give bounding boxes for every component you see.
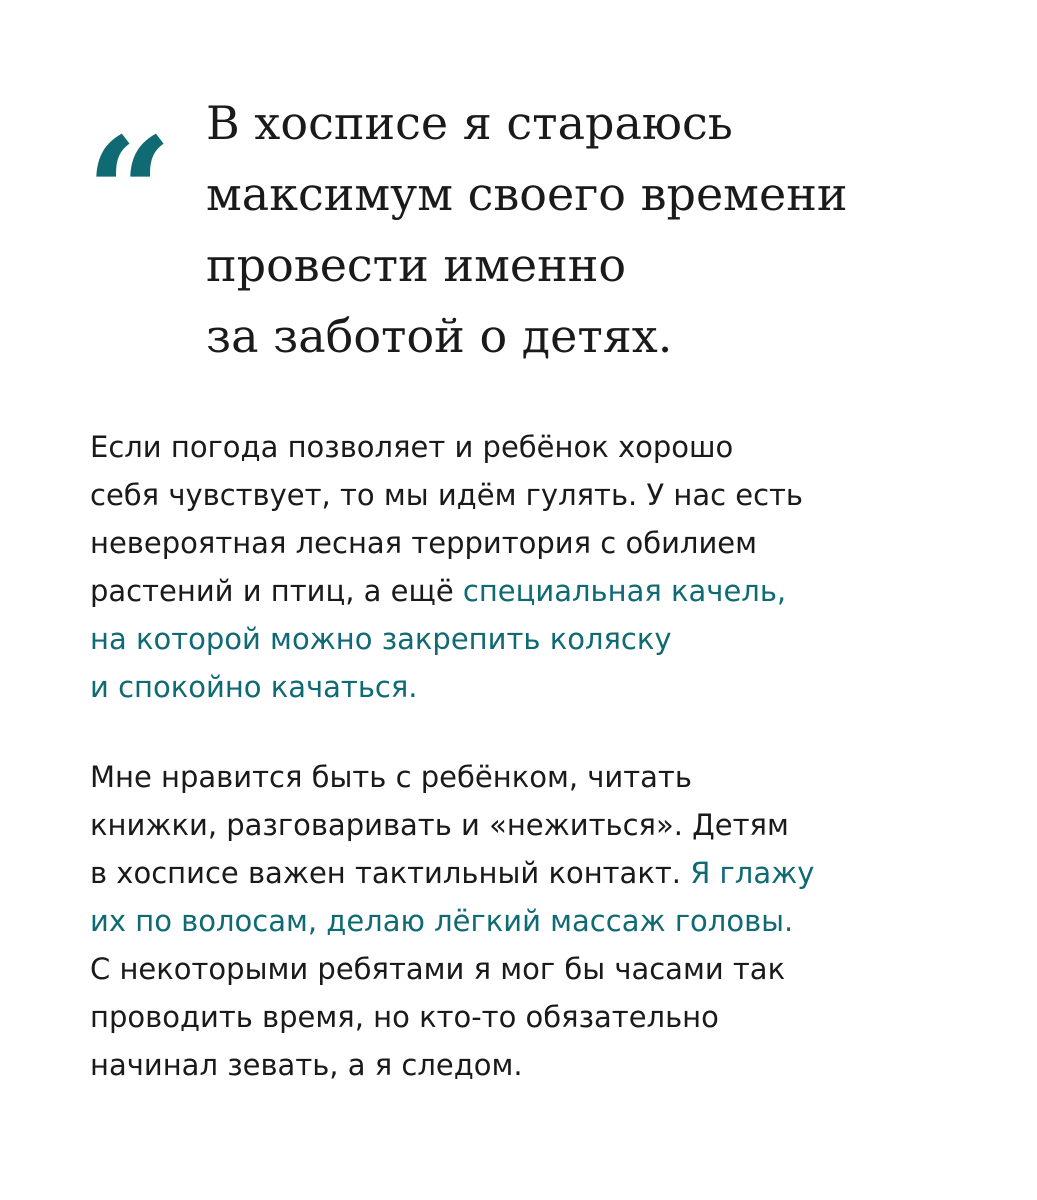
highlighted-text: Я глажу	[690, 856, 815, 890]
text-line	[90, 471, 990, 519]
text-line	[90, 849, 990, 897]
text-fragment: в хосписе важен тактильный контакт.	[90, 856, 691, 890]
quote-line: провести именно	[206, 238, 627, 292]
text-line	[90, 663, 990, 711]
text-line	[90, 753, 990, 801]
highlighted-text: на которой можно закрепить коляску	[90, 622, 672, 656]
quote-line: В хосписе я стараюсь	[206, 96, 733, 150]
text-fragment: невероятная лесная территория с обилием	[90, 526, 758, 560]
text-fragment: проводить время, но кто-то обязательно	[90, 1000, 719, 1034]
text-line	[90, 615, 990, 663]
quote-mark-icon: “	[86, 105, 167, 281]
paragraph-walks	[90, 423, 990, 711]
paragraph-contact	[90, 753, 990, 1089]
text-fragment: растений и птиц, а ещё	[90, 574, 463, 608]
quote-line: за заботой о детях.	[206, 309, 673, 363]
quote-text	[206, 88, 1006, 372]
text-line	[90, 1041, 990, 1089]
text-line	[90, 801, 990, 849]
quote-block	[0, 0, 1037, 400]
highlighted-text: и спокойно качаться.	[90, 670, 418, 704]
text-line	[90, 423, 990, 471]
text-line	[90, 519, 990, 567]
text-fragment: С некоторыми ребятами я мог бы часами так	[90, 952, 786, 986]
text-fragment: себя чувствует, то мы идём гулять. У нас есть	[90, 478, 804, 512]
highlighted-text: специальная качель,	[462, 574, 787, 608]
text-fragment: начинал зевать, а я следом.	[90, 1048, 523, 1082]
text-line	[90, 993, 990, 1041]
quote-line: максимум своего времени	[206, 167, 848, 221]
text-line	[90, 945, 990, 993]
text-fragment: Если погода позволяет и ребёнок хорошо	[90, 430, 734, 464]
highlighted-text: их по волосам, делаю лёгкий массаж головы.	[90, 904, 794, 938]
text-fragment: Мне нравится быть с ребёнком, читать	[90, 760, 692, 794]
text-line	[90, 567, 990, 615]
text-line	[90, 897, 990, 945]
text-fragment: книжки, разговаривать и «нежиться». Детям	[90, 808, 789, 842]
